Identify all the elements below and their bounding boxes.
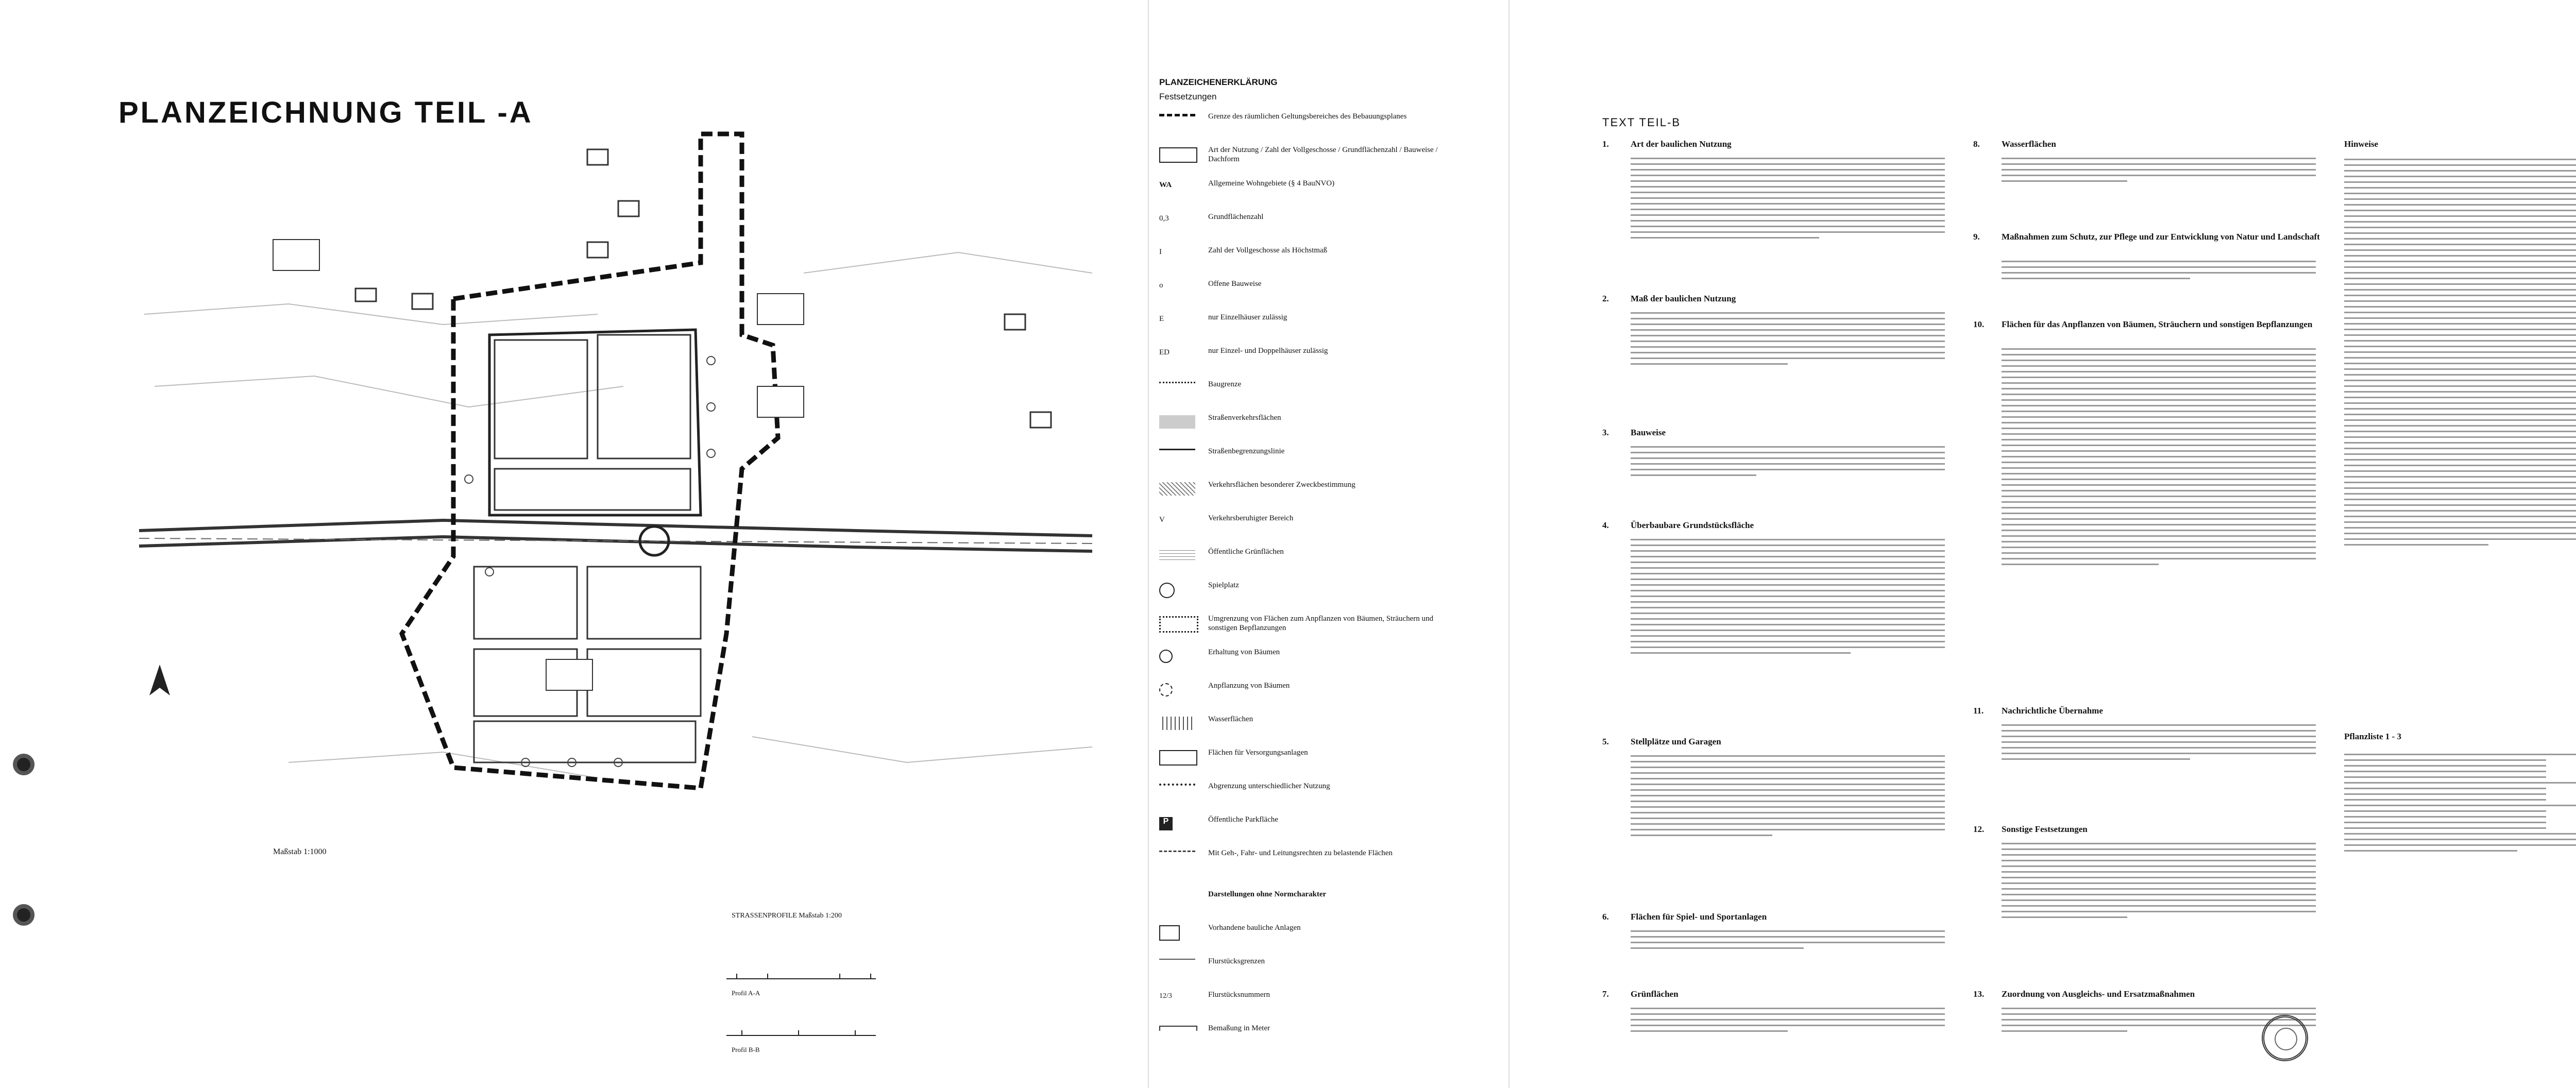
legend-subheading: Festsetzungen xyxy=(1159,92,1217,101)
hinweise-body xyxy=(2344,155,2576,550)
section-number: 2. xyxy=(1602,294,1609,303)
legend-label: nur Einzelhäuser zulässig xyxy=(1208,313,1287,321)
sheet-text-b xyxy=(1510,0,2576,1088)
section-title: Bauweise xyxy=(1631,428,1666,437)
section-title: Flächen für das Anpflanzen von Bäumen, Sträuchern und sonstigen Bepflanzungen xyxy=(2002,319,2313,329)
section-body xyxy=(2002,720,2316,764)
legend-label: Spielplatz xyxy=(1208,581,1239,589)
legend-item xyxy=(1159,513,1448,536)
legend-code: o xyxy=(1159,281,1163,290)
legend-symbol xyxy=(1159,415,1195,429)
section-body xyxy=(1631,535,1945,658)
section-title: Wasserflächen xyxy=(2002,139,2056,149)
text-section xyxy=(1973,232,2324,299)
legend-symbol xyxy=(1159,1026,1197,1031)
legend-item xyxy=(1159,379,1448,402)
street-profile-caption: STRASSENPROFILE Maßstab 1:200 xyxy=(732,912,842,920)
section-body xyxy=(2002,257,2316,283)
site-plan-drawing xyxy=(134,118,1103,891)
section-body xyxy=(1631,926,1945,953)
section-title: Art der baulichen Nutzung xyxy=(1631,139,1732,149)
legend-code: I xyxy=(1159,248,1162,256)
legend-item xyxy=(1159,412,1448,436)
section-number: 1. xyxy=(1602,139,1609,149)
profile-label-b: Profil B-B xyxy=(732,1046,760,1053)
text-section xyxy=(1602,989,1953,1061)
legend-label: Flurstücksnummern xyxy=(1208,991,1270,999)
legend-symbol xyxy=(1159,114,1195,130)
legend-label: Grundflächenzahl xyxy=(1208,213,1264,221)
section-number: 13. xyxy=(1973,989,1985,999)
legend-item xyxy=(1159,780,1448,804)
legend-item xyxy=(1159,446,1448,469)
legend-item xyxy=(1159,956,1448,979)
section-title: Flächen für Spiel- und Sportanlagen xyxy=(1631,912,1767,922)
text-section xyxy=(1602,737,1953,886)
text-section xyxy=(1602,912,1953,974)
legend-symbol xyxy=(1159,549,1195,563)
section-title: Nachrichtliche Übernahme xyxy=(2002,706,2103,716)
section-number: 11. xyxy=(1973,706,1984,716)
legend-item xyxy=(1159,345,1448,369)
legend-item xyxy=(1159,814,1448,838)
section-number: 9. xyxy=(1973,232,1980,242)
legend-label: Flurstücksgrenzen xyxy=(1208,957,1265,965)
section-number: 6. xyxy=(1602,912,1609,922)
legend-label: Allgemeine Wohngebiete (§ 4 BauNVO) xyxy=(1208,179,1335,188)
pflanzliste-body xyxy=(2344,750,2576,856)
text-b-heading: TEXT TEIL-B xyxy=(1602,116,1681,129)
text-b-col2 xyxy=(1973,139,2334,1066)
legend-item xyxy=(1159,211,1448,235)
legend-label: Öffentliche Parkfläche xyxy=(1208,815,1278,824)
section-title: Zuordnung von Ausgleichs- und Ersatzmaßnahmen xyxy=(2002,989,2195,999)
legend-list xyxy=(1159,111,1468,1079)
hinweise-heading: Hinweise xyxy=(2344,139,2379,149)
legend-symbol xyxy=(1159,925,1180,941)
scale-note: Maßstab 1:1000 xyxy=(273,847,327,856)
legend-item xyxy=(1159,111,1448,134)
legend-label: Vorhandene bauliche Anlagen xyxy=(1208,924,1301,932)
section-title: Maß der baulichen Nutzung xyxy=(1631,294,1736,303)
legend-symbol xyxy=(1159,784,1195,799)
street-profile-drawing xyxy=(721,958,886,1072)
legend-label: Flächen für Versorgungsanlagen xyxy=(1208,749,1308,757)
text-section xyxy=(1973,824,2324,974)
legend-label: Erhaltung von Bäumen xyxy=(1208,648,1280,656)
legend-symbol: 12/3 xyxy=(1159,992,1172,1000)
legend-label: Offene Bauweise xyxy=(1208,280,1262,288)
legend-label: Grenze des räumlichen Geltungsbereiches des Bebauungsplanes xyxy=(1208,112,1407,121)
legend-label: Abgrenzung unterschiedlicher Nutzung xyxy=(1208,782,1330,790)
legend-item xyxy=(1159,178,1448,201)
legend-item xyxy=(1159,613,1448,637)
official-seal xyxy=(2262,1015,2308,1061)
legend-label: Öffentliche Grünflächen xyxy=(1208,548,1284,556)
legend-code: WA xyxy=(1159,181,1172,189)
pflanzliste-heading: Pflanzliste 1 - 3 xyxy=(2344,732,2401,741)
legend-item xyxy=(1159,1023,1448,1046)
section-body xyxy=(1631,154,1945,243)
legend-symbol xyxy=(1159,717,1195,730)
section-number: 7. xyxy=(1602,989,1609,999)
section-title: Überbaubare Grundstücksfläche xyxy=(1631,520,1754,530)
legend-label: Umgrenzung von Flächen zum Anpflanzen von Bäumen, Sträuchern und sonstigen Bepflanzungen xyxy=(1208,615,1433,632)
punch-hole-top xyxy=(13,754,35,775)
section-number: 3. xyxy=(1602,428,1609,437)
legend-label: Art der Nutzung / Zahl der Vollgeschosse / Grundflächenzahl / Bauweise / Dachform xyxy=(1208,146,1438,163)
text-b-col3 xyxy=(2344,139,2576,1066)
section-body xyxy=(2002,839,2316,922)
text-section xyxy=(1973,319,2324,690)
legend-item xyxy=(1159,847,1448,871)
section-number: 5. xyxy=(1602,737,1609,746)
legend-symbol xyxy=(1159,482,1195,496)
legend-symbol xyxy=(1159,851,1195,865)
legend-code: E xyxy=(1159,315,1164,323)
text-section xyxy=(1602,428,1953,505)
tree-icon xyxy=(1159,650,1173,663)
section-number: 12. xyxy=(1973,824,1985,834)
section-title: Stellplätze und Garagen xyxy=(1631,737,1721,746)
legend-item xyxy=(1159,245,1448,268)
legend-symbol xyxy=(1159,959,1195,973)
parking-icon: P xyxy=(1159,817,1173,830)
legend-label: Straßenverkehrsflächen xyxy=(1208,414,1281,422)
legend-label: Darstellungen ohne Normcharakter xyxy=(1208,890,1327,898)
section-title: Grünflächen xyxy=(1631,989,1679,999)
legend-label: Zahl der Vollgeschosse als Höchstmaß xyxy=(1208,246,1328,254)
legend-item xyxy=(1159,144,1448,168)
legend-item xyxy=(1159,580,1448,603)
legend-item xyxy=(1159,889,1448,912)
legend-item xyxy=(1159,747,1448,771)
section-body xyxy=(1631,751,1945,840)
plan-title: PLANZEICHNUNG TEIL -A xyxy=(118,96,533,129)
text-section xyxy=(1973,139,2324,216)
legend-item xyxy=(1159,680,1448,704)
punch-hole-bottom xyxy=(13,904,35,926)
tree-icon xyxy=(1159,683,1173,696)
text-b-col1 xyxy=(1602,139,1963,1066)
legend-spacer xyxy=(1159,892,1195,905)
legend-label: Wasserflächen xyxy=(1208,715,1253,723)
legend-symbol xyxy=(1159,583,1175,598)
section-body xyxy=(1631,308,1945,369)
legend-item xyxy=(1159,922,1448,946)
legend-code: ED xyxy=(1159,348,1170,356)
legend-item xyxy=(1159,546,1448,570)
legend-symbol xyxy=(1159,147,1197,163)
section-body xyxy=(1631,442,1945,480)
section-title: Sonstige Festsetzungen xyxy=(2002,824,2088,834)
text-section xyxy=(1602,520,1953,716)
legend-code: V xyxy=(1159,516,1165,524)
legend-item xyxy=(1159,278,1448,302)
section-body xyxy=(2002,154,2316,186)
section-body xyxy=(1631,1004,1945,1036)
legend-symbol xyxy=(1159,382,1195,397)
section-number: 10. xyxy=(1973,319,1985,329)
section-body xyxy=(2002,344,2316,569)
legend-item xyxy=(1159,479,1448,503)
legend-item xyxy=(1159,647,1448,670)
legend-item xyxy=(1159,713,1448,737)
legend-item xyxy=(1159,989,1448,1013)
legend-item xyxy=(1159,312,1448,335)
text-section xyxy=(1602,139,1953,268)
legend-label: nur Einzel- und Doppelhäuser zulässig xyxy=(1208,347,1328,355)
legend-label: Verkehrsberuhigter Bereich xyxy=(1208,514,1294,522)
legend-label: Verkehrsflächen besonderer Zweckbestimmung xyxy=(1208,481,1355,489)
sheet-planzeichnung xyxy=(0,0,1149,1088)
legend-code: 0,3 xyxy=(1159,214,1169,223)
text-section xyxy=(1973,706,2324,793)
sheet-legend xyxy=(1149,0,1510,1088)
profile-label-a: Profil A-A xyxy=(732,989,760,997)
section-title: Maßnahmen zum Schutz, zur Pflege und zur Entwicklung von Natur und Landschaft xyxy=(2002,232,2320,242)
legend-label: Straßenbegrenzungslinie xyxy=(1208,447,1285,455)
legend-label: Bemaßung in Meter xyxy=(1208,1024,1270,1032)
legend-symbol xyxy=(1159,616,1198,633)
legend-label: Mit Geh-, Fahr- und Leitungsrechten zu belastende Flächen xyxy=(1208,849,1393,857)
legend-symbol xyxy=(1159,449,1195,464)
text-section xyxy=(1602,294,1953,397)
legend-label: Baugrenze xyxy=(1208,380,1242,388)
legend-heading: PLANZEICHENERKLÄRUNG xyxy=(1159,77,1278,87)
section-number: 8. xyxy=(1973,139,1980,149)
section-number: 4. xyxy=(1602,520,1609,530)
legend-symbol xyxy=(1159,750,1197,766)
legend-label: Anpflanzung von Bäumen xyxy=(1208,682,1290,690)
